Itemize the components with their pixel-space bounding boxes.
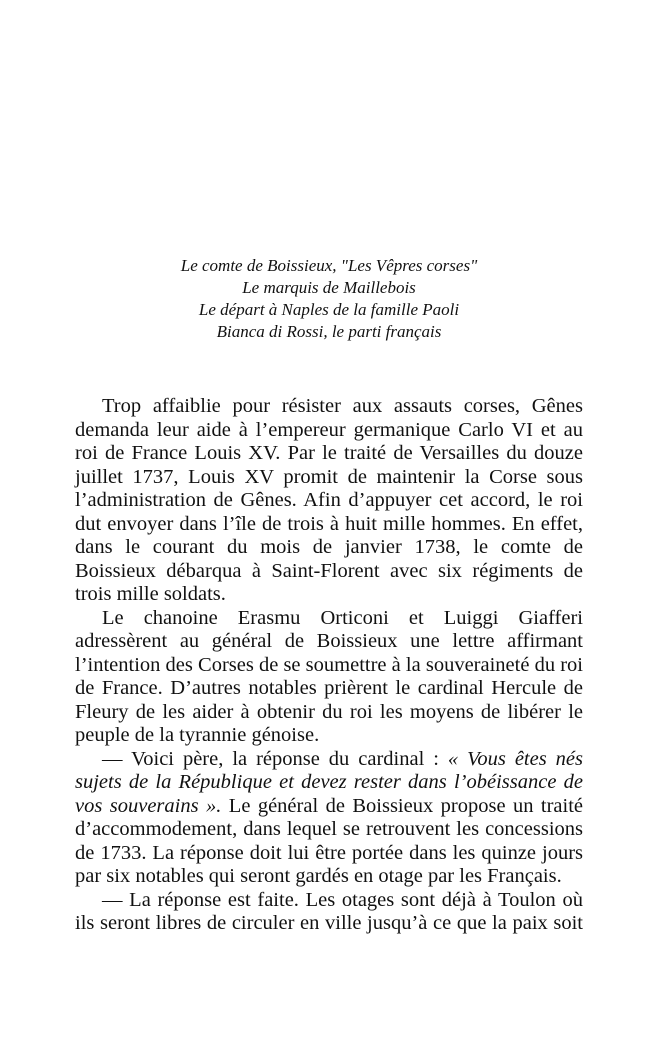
- chapter-body: [75, 395, 583, 936]
- cardinal-quote: « Vous êtes nés sujets de la République et devez rester dans l’obéissance de vos souverains ».: [75, 747, 583, 817]
- paragraph-4: — La réponse est faite. Les otages sont déjà à Toulon où ils seront libres de circuler en ville jusqu’à ce que la paix soit: [75, 888, 583, 934]
- summary-line: Le comte de Boissieux, "Les Vêpres corses": [180, 256, 478, 275]
- summary-line: Le marquis de Maillebois: [242, 278, 416, 297]
- paragraph-2-text: Le chanoine Erasmu Orticoni et Luiggi Giafferi adressèrent au général de Boissieux une lettre affirmant l’intention des Corses de se soumettre à la souveraineté du roi de France. D’autres notables prièrent le cardinal Hercule de Fleury de les aider à obtenir du roi les moyens de libérer le peuple de la tyrannie génoise.: [75, 606, 583, 746]
- summary-line: Le départ à Naples de la famille Paoli: [198, 300, 460, 319]
- chapter-summary: [75, 255, 583, 343]
- paragraph-3-start: — Voici père, la réponse du cardinal :: [102, 747, 448, 770]
- summary-line: Bianca di Rossi, le parti français: [216, 322, 442, 341]
- paragraph-3-end: Le général de Boissieux propose un traité d’accommodement, dans lequel se retrouvent les concessions de 1733. La réponse doit lui être portée dans les quinze jours par six notables qui seront gardés en otage par les Français.: [75, 794, 583, 887]
- paragraph-3: [75, 748, 583, 889]
- paragraph-1: Trop affaiblie pour résister aux assauts corses, Gênes demanda leur aide à l’empereur germanique Carlo VI et au roi de France Louis XV. Par le traité de Versailles du douze juillet 1737, Louis XV promit de maintenir la Corse sous l’administration de Gênes. Afin d’appuyer cet accord, le roi dut envoyer dans l’île de trois à huit mille hommes. En effet, dans le courant du mois de janvier 1738, le comte de Boissieux débarqua à Saint-Florent avec six régiments de trois mille soldats.: [75, 395, 583, 605]
- paragraph-2: [75, 607, 583, 748]
